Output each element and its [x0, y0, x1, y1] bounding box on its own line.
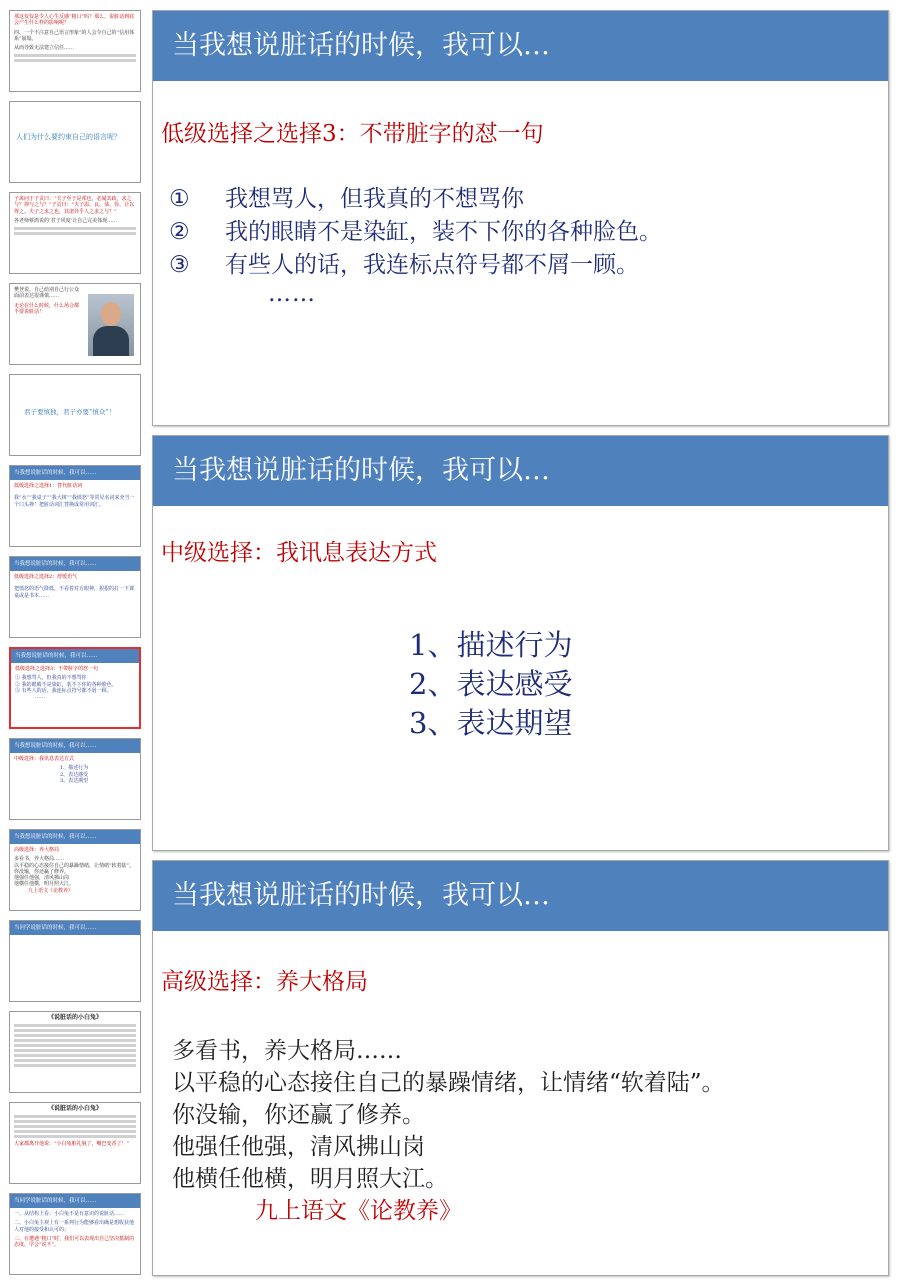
step-item: 3、表达期望	[409, 706, 573, 740]
thumb-text: 君子要慎独，君子亦要“慎众”！	[24, 408, 116, 416]
poem-line: 多看书，养大格局……	[172, 1038, 402, 1064]
thumbnail-slide-9[interactable]	[9, 738, 141, 820]
thumb-list-item: 一、从结构上看：小白兔不是有意识的说脏话……	[14, 1211, 125, 1217]
thumb-text-placeholder	[14, 54, 136, 57]
thumb-text: 我“水”“我桌子”“我大树”“我愤怒”等常见名词来充当一个口头禅！把脏话词汇替换成常用词汇。	[14, 495, 135, 508]
slide-mid-choice[interactable]	[152, 435, 889, 851]
thumb-text-placeholder	[14, 1029, 136, 1032]
thumb-text: 把愤怒的语气降低，不看着对方眼神，狠狠的打一下课桌或是书本……	[14, 586, 135, 599]
thumb-text-placeholder	[14, 1024, 136, 1027]
list-text: 我的眼睛不是染缸，装不下你的各种脸色。	[225, 219, 662, 245]
thumb-text-placeholder	[14, 1130, 136, 1133]
thumb-header: 当我想说脏话的时候，我可以……	[11, 649, 139, 663]
thumb-subtitle: 低级选择之选择3：不带脏字的怼一句	[15, 666, 99, 672]
thumb-text-placeholder	[14, 1054, 136, 1057]
thumbnail-slide-5[interactable]	[9, 374, 141, 456]
thumb-text-placeholder	[14, 1034, 136, 1037]
person-photo	[88, 294, 134, 356]
slide-title: 当我想说脏话的时候，我可以…	[153, 861, 888, 931]
thumbnail-slide-7[interactable]	[9, 556, 141, 638]
poem-line: 他横任他横，明月照大江。	[172, 1166, 448, 1192]
thumb-text: 无论在什么时候，什么场合都不要说脏话！	[14, 302, 80, 315]
list-item	[169, 249, 662, 282]
poem-line: 他强任他强，清风拂山岗	[172, 1134, 425, 1160]
thumb-text: 人们为什么要约束自己的语言呢？	[16, 133, 121, 141]
thumb-subtitle: 中级选择：我讯息表达方式	[14, 756, 75, 762]
steps-list	[409, 626, 572, 743]
thumb-list-item: 1、描述行为	[60, 765, 89, 772]
thumb-text-placeholder	[14, 1064, 136, 1067]
thumbnail-slide-10[interactable]	[9, 829, 141, 911]
thumb-list-item: 你没输，你还赢了修养。	[14, 868, 70, 875]
thumb-list-item: 多看书，养大格局……	[14, 856, 65, 863]
thumbnail-slide-14[interactable]	[9, 1193, 141, 1275]
step-item: 1、描述行为	[409, 628, 573, 662]
comeback-list	[169, 183, 662, 282]
thumb-text-placeholder	[14, 1135, 136, 1138]
thumbnail-slide-8-selected[interactable]	[9, 647, 141, 729]
thumb-list-item: 二、小白兔主观上有一系列行为能够看出确是想收获他人对他的接受和认可的；	[14, 1220, 135, 1233]
slide-subtitle: 低级选择之选择3：不带脏字的怼一句	[161, 121, 544, 147]
thumbnail-slide-13[interactable]	[9, 1102, 141, 1184]
step-item: 2、表达感受	[409, 667, 573, 701]
ellipsis: ……	[268, 281, 316, 307]
thumbnail-slide-3[interactable]	[9, 192, 141, 274]
thumb-list-item: 2、表达感受	[60, 771, 89, 778]
slide-thumbnail-panel	[0, 0, 148, 1286]
thumbnail-slide-6[interactable]	[9, 465, 141, 547]
slide-subtitle: 高级选择：养大格局	[161, 969, 368, 995]
slide-title: 当我想说脏话的时候，我可以…	[153, 11, 888, 81]
thumb-subtitle: 高级选择：养大格局	[14, 847, 60, 853]
thumb-subtitle: 低级选择之选择1：替代脏话词	[14, 483, 83, 489]
thumb-text: 从而导致无法建立信任……	[14, 45, 75, 52]
poem-source: 九上语文《论教养》	[255, 1198, 462, 1224]
thumb-text-placeholder	[14, 1044, 136, 1047]
thumb-title: 《说脏话的小白兔》	[47, 1014, 102, 1021]
thumb-list-item: ……	[35, 694, 45, 701]
list-number: ③	[169, 252, 190, 278]
thumbnail-slide-4[interactable]	[9, 283, 141, 365]
photo-face	[101, 302, 121, 326]
thumb-text-placeholder	[14, 1049, 136, 1052]
thumb-text-placeholder	[14, 1039, 136, 1042]
thumb-list-item: ② 我的眼睛不是染缸，装不下你的各种脸色。	[15, 681, 117, 688]
thumb-text: 子禽问于子贡曰：“夫子至于是邦也，必闻其政，求之与？抑与之与？”子贡曰：“夫子温、良、恭、俭、让以得之。夫子之求之也，其诸异乎人之求之与？”	[14, 196, 135, 215]
thumb-header: 当我想说脏话的时候，我可以……	[10, 466, 140, 480]
thumb-text: 各老师蔡鸿说的‘君子风度’让自己完美体现……	[14, 217, 118, 224]
thumb-title: 《说脏话的小白兔》	[47, 1105, 102, 1112]
poem-text	[172, 1035, 725, 1227]
thumb-header: 当同学说脏话的时候，我可以……	[10, 921, 140, 935]
thumb-subtitle: 低级选择之选择2：舒缓语气	[14, 574, 78, 580]
thumb-list-item: ① 我想骂人，但我真的不想骂你	[15, 675, 87, 682]
thumb-text: 大家都离开他说：“小白兔脏礼貌了，嘴巴变香了！”	[14, 1141, 130, 1148]
list-number: ②	[169, 219, 190, 245]
slide-low-choice-3[interactable]	[152, 10, 889, 426]
thumb-text-placeholder	[14, 59, 136, 62]
list-item	[169, 216, 662, 249]
slide-subtitle: 中级选择：我讯息表达方式	[161, 540, 437, 566]
thumb-text: 樊登说，自己给别自己行公众面前表达很谨慎……	[14, 287, 80, 300]
thumb-text-placeholder	[14, 1125, 136, 1128]
poem-line: 以平稳的心态接住自己的暴躁情绪，让情绪“软着陆”。	[172, 1070, 725, 1096]
thumb-list-item: 以平稳的心态接住自己的暴躁情绪，让情绪“软着陆”。	[14, 862, 135, 869]
thumb-list-item: 三、在遭遇“粗口”时，我们可以表现出自己坚决抵制的态度，学会“说不”。	[14, 1235, 135, 1249]
slide-high-choice[interactable]	[152, 860, 889, 1276]
list-number: ①	[169, 186, 190, 212]
poem-line: 你没输，你还赢了修养。	[172, 1102, 425, 1128]
thumbnail-slide-2[interactable]	[9, 101, 141, 183]
list-text: 有些人的话，我连标点符号都不屑一顾。	[225, 252, 639, 278]
thumb-text-placeholder	[14, 1115, 136, 1118]
thumb-list-item: ③ 有些人的话，我连标点符号都不屑一顾。	[15, 687, 112, 694]
thumbnail-slide-12[interactable]	[9, 1011, 141, 1093]
photo-body	[93, 326, 129, 356]
thumb-list-item: 3、表达期望	[60, 777, 89, 784]
slide-title: 当我想说脏话的时候，我可以…	[153, 436, 888, 506]
list-item	[169, 183, 662, 216]
thumb-text: 那这仅仅是令人心生反感“粗口”吗？那么，说脏话到底会产生什么样的影响呢？	[14, 14, 135, 27]
thumb-text-placeholder	[14, 1059, 136, 1062]
thumb-text-placeholder	[14, 232, 136, 235]
thumb-header: 当我想说脏话的时候，我可以……	[10, 557, 140, 571]
thumbnail-slide-11[interactable]	[9, 920, 141, 1002]
thumb-header: 当我想说脏话的时候，我可以……	[10, 830, 140, 844]
thumb-text-placeholder	[14, 1120, 136, 1123]
thumb-text: 四、一个不注意自己语言形象“的人会令自己的“信用体系”崩塌。	[14, 29, 135, 42]
thumb-list-item: 九上语文《论教养》	[28, 887, 74, 894]
thumb-list-item: 他横任他横，明月照大江。	[14, 881, 75, 888]
thumb-header: 当我想说脏话的时候，我可以……	[10, 739, 140, 753]
thumb-text-placeholder	[14, 227, 136, 230]
thumb-list-item: 他强任他强，清风拂山岗	[14, 875, 70, 882]
thumbnail-slide-1[interactable]	[9, 10, 141, 92]
thumb-header: 当同学说脏话的时候，我可以……	[10, 1194, 140, 1208]
list-text: 我想骂人，但我真的不想骂你	[225, 186, 524, 212]
